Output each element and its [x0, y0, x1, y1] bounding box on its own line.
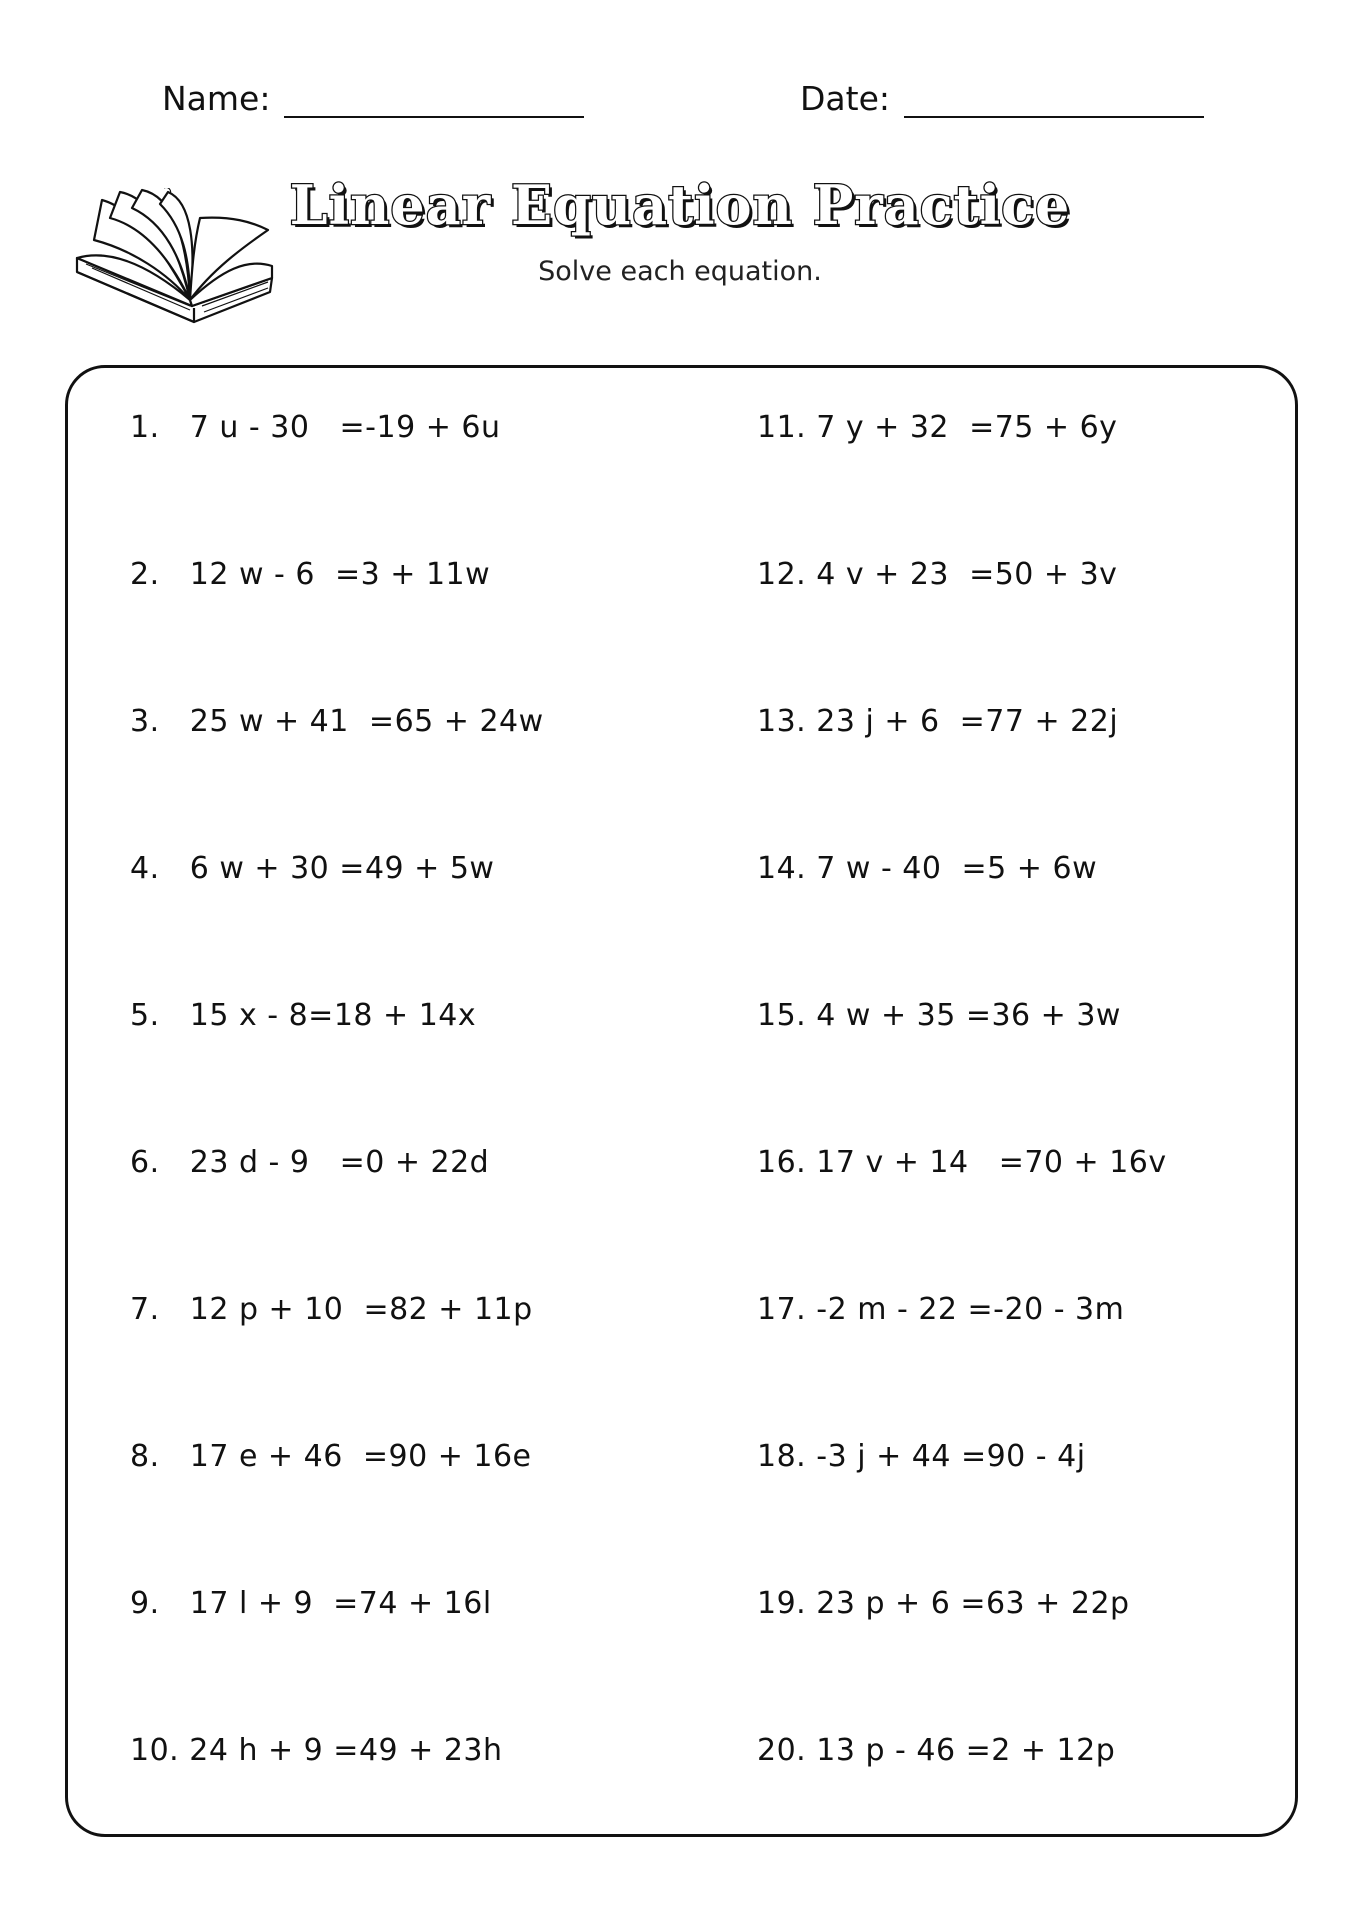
- name-label: Name:: [162, 79, 271, 118]
- problem-6: 6. 23 d - 9 =0 + 22d: [130, 1145, 490, 1180]
- date-label: Date:: [800, 79, 890, 118]
- date-field[interactable]: [800, 78, 1204, 118]
- problem-13: 13. 23 j + 6 =77 + 22j: [757, 704, 1119, 739]
- problem-11: 11. 7 y + 32 =75 + 6y: [757, 410, 1118, 445]
- problem-5: 5. 15 x - 8=18 + 14x: [130, 998, 477, 1033]
- problem-18: 18. -3 j + 44 =90 - 4j: [757, 1439, 1086, 1474]
- problem-1: 1. 7 u - 30 =-19 + 6u: [130, 410, 501, 445]
- problem-17: 17. -2 m - 22 =-20 - 3m: [757, 1292, 1125, 1327]
- name-blank-line[interactable]: [284, 78, 584, 118]
- name-field[interactable]: [162, 78, 584, 118]
- worksheet-instructions: Solve each equation.: [538, 256, 822, 287]
- problem-12: 12. 4 v + 23 =50 + 3v: [757, 557, 1118, 592]
- problem-9: 9. 17 l + 9 =74 + 16l: [130, 1586, 492, 1621]
- problem-15: 15. 4 w + 35 =36 + 3w: [757, 998, 1121, 1033]
- problem-14: 14. 7 w - 40 =5 + 6w: [757, 851, 1098, 886]
- problem-10: 10. 24 h + 9 =49 + 23h: [130, 1733, 503, 1768]
- problem-20: 20. 13 p - 46 =2 + 12p: [757, 1733, 1116, 1768]
- problem-16: 16. 17 v + 14 =70 + 16v: [757, 1145, 1167, 1180]
- problem-4: 4. 6 w + 30 =49 + 5w: [130, 851, 495, 886]
- problem-2: 2. 12 w - 6 =3 + 11w: [130, 557, 491, 592]
- problem-8: 8. 17 e + 46 =90 + 16e: [130, 1439, 532, 1474]
- problem-7: 7. 12 p + 10 =82 + 11p: [130, 1292, 533, 1327]
- worksheet-title: Linear Equation Practice: [289, 173, 1071, 237]
- date-blank-line[interactable]: [904, 78, 1204, 118]
- problem-3: 3. 25 w + 41 =65 + 24w: [130, 704, 544, 739]
- problem-19: 19. 23 p + 6 =63 + 22p: [757, 1586, 1130, 1621]
